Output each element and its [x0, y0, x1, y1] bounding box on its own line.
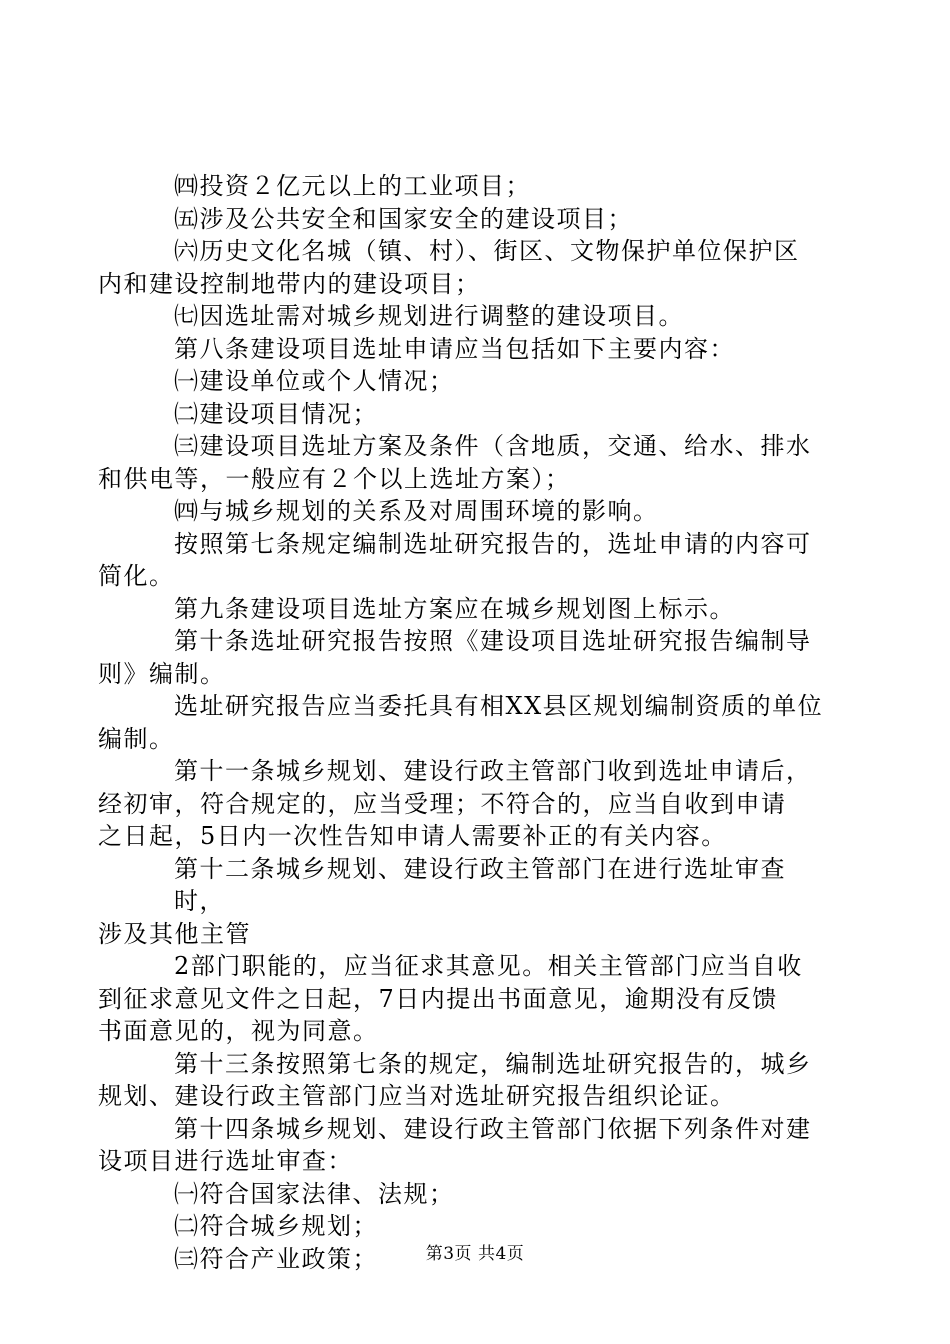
paragraph-line: ㈤涉及公共安全和国家安全的建设项目；: [174, 204, 633, 233]
paragraph-continuation-line: 内和建设控制地带内的建设项目；: [98, 269, 481, 298]
paragraph: [174, 365, 834, 398]
paragraph-continuation-line: 到征求意见文件之日起，7日内提出书面意见，逾期没有反馈: [98, 984, 778, 1013]
paragraph: [98, 755, 834, 853]
paragraph-line: 第九条建设项目选址方案应在城乡规划图上标示。: [174, 594, 735, 623]
paragraph: [174, 1210, 834, 1243]
paragraph: [174, 333, 834, 366]
paragraph: [174, 593, 834, 626]
paragraph-line: 第十三条按照第七条的规定，编制选址研究报告的，城乡: [174, 1049, 812, 1078]
paragraph: [174, 495, 834, 528]
paragraph-line: ㈣投资２亿元以上的工业项目；: [174, 172, 531, 200]
paragraph-line: ㈦因选址需对城乡规划进行调整的建设项目。: [174, 302, 684, 330]
paragraph-line: 第十二条城乡规划、建设行政主管部门在进行选址审查时，: [174, 854, 786, 915]
paragraph-line: ㈥历史文化名城（镇、村）、街区、文物保护单位保护区: [174, 237, 800, 265]
paragraph: [174, 170, 834, 203]
paragraph: [174, 398, 834, 431]
paragraph-line: ㈡建设项目情况；: [174, 399, 378, 428]
paragraph-continuation-line: 编制。: [98, 724, 175, 753]
paragraph-line: 2部门职能的，应当征求其意见。相关主管部门应当自收: [174, 952, 803, 980]
paragraph-line: ㈢符合产业政策；: [174, 1244, 378, 1273]
paragraph-continuation-line: 简化。: [98, 562, 175, 590]
paragraph-continuation-line: 规划、建设行政主管部门应当对选址研究报告组织论证。: [98, 1082, 736, 1110]
paragraph-continuation-line: 则》编制。: [98, 659, 226, 688]
paragraph-continuation-line: 和供电等，一般应有２个以上选址方案）；: [98, 464, 571, 493]
paragraph-line: ㈠符合国家法律、法规；: [174, 1179, 455, 1208]
paragraph-continuation-line: 涉及其他主管: [98, 919, 251, 948]
paragraph: [98, 430, 834, 495]
paragraph-line: ㈢建设项目选址方案及条件（含地质，交通、给水、排水: [174, 432, 812, 460]
paragraph-line: 第八条建设项目选址申请应当包括如下主要内容：: [174, 334, 735, 363]
paragraph: [98, 528, 834, 593]
paragraph: [174, 300, 834, 333]
paragraph-line: ㈡符合城乡规划；: [174, 1212, 378, 1240]
paragraph-line: ㈠建设单位或个人情况；: [174, 367, 455, 395]
paragraph: [174, 203, 834, 236]
paragraph-line: 第十一条城乡规划、建设行政主管部门收到选址申请后，: [174, 757, 812, 785]
paragraph-line: 选址研究报告应当委托具有相XX县区规划编制资质的单位: [174, 692, 824, 720]
paragraph: [98, 235, 834, 300]
paragraph-continuation-line: 设项目进行选址审查：: [98, 1147, 353, 1175]
paragraph-line: 第十条选址研究报告按照《建设项目选址研究报告编制导: [174, 627, 812, 655]
page-footer: 第3页 共4页: [425, 1244, 525, 1264]
paragraph-line: 按照第七条规定编制选址研究报告的，选址申请的内容可: [174, 529, 812, 558]
paragraph: [98, 1048, 834, 1113]
paragraph-line: ㈣与城乡规划的关系及对周围环境的影响。: [174, 497, 659, 525]
document-body: [98, 170, 834, 1275]
paragraph: [98, 950, 834, 1048]
paragraph: [98, 690, 834, 755]
paragraph: [98, 1113, 834, 1178]
paragraph: [98, 625, 834, 690]
paragraph-continuation-line: 书面意见的，视为同意。: [98, 1017, 379, 1045]
paragraph: [98, 853, 834, 951]
paragraph-continuation-line: 经初审，符合规定的，应当受理；不符合的，应当自收到申请: [98, 789, 787, 818]
paragraph-continuation-line: 之日起，5日内一次性告知申请人需要补正的有关内容。: [98, 822, 727, 850]
paragraph: [174, 1178, 834, 1211]
paragraph-line: 第十四条城乡规划、建设行政主管部门依据下列条件对建: [174, 1114, 812, 1143]
